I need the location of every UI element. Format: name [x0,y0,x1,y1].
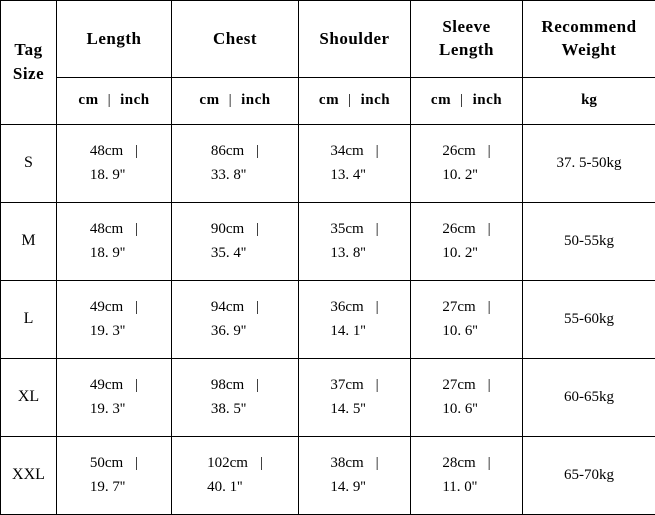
cell-shoulder [299,280,411,358]
unit-cm-chest: cm [199,92,220,109]
table-header-row-units [1,78,655,125]
cell-shoulder [299,124,411,202]
cell-separator: | [487,455,491,472]
cell-separator: | [375,455,379,472]
cell-chest-cm: 94cm [210,299,245,316]
header-units-length [57,78,172,125]
cell-chest-inch: 36. 9'' [210,323,247,340]
table-header-row-primary [1,1,655,78]
unit-cm-sleeve: cm [430,92,452,109]
cell-chest-cm: 98cm [210,377,245,394]
cell-shoulder-cm: 34cm [330,143,364,160]
cell-shoulder-inch: 14. 1'' [330,323,366,340]
cell-sleeve-cm: 28cm [442,455,476,472]
cell-weight: 50-55kg [523,202,655,280]
table-row [1,358,655,436]
cell-shoulder [299,358,411,436]
cell-sleeve-cm: 27cm [442,377,476,394]
unit-separator-shoulder: | [348,92,352,109]
cell-length [57,202,172,280]
unit-cm-length: cm [78,92,99,109]
cell-length [57,124,172,202]
cell-sleeve [411,280,523,358]
cell-length-inch: 19. 3'' [89,323,126,340]
cell-length-cm: 48cm [89,221,124,238]
cell-chest [172,280,299,358]
cell-shoulder-inch: 14. 9'' [330,479,366,496]
table-row [1,280,655,358]
cell-shoulder [299,436,411,514]
header-recommend-line2: Weight [561,40,617,60]
cell-shoulder-cm: 37cm [330,377,364,394]
cell-shoulder-cm: 35cm [330,221,364,238]
cell-shoulder-cm: 36cm [330,299,364,316]
cell-length-cm: 49cm [89,377,124,394]
cell-separator: | [256,143,260,160]
cell-separator: | [256,221,260,238]
cell-separator: | [487,221,491,238]
cell-chest-cm: 90cm [210,221,245,238]
cell-sleeve [411,358,523,436]
cell-separator: | [135,455,139,472]
cell-separator: | [487,143,491,160]
cell-separator: | [256,299,260,316]
header-sleeve-line2: Length [439,40,494,60]
cell-sleeve-cm: 27cm [442,299,476,316]
row-size-label: XL [1,358,57,436]
unit-inch-chest: inch [241,92,271,109]
cell-sleeve-inch: 10. 2'' [442,245,478,262]
table-row [1,202,655,280]
cell-length [57,280,172,358]
cell-length-inch: 18. 9'' [89,167,126,184]
row-size-label: M [1,202,57,280]
header-tag-size [1,1,57,125]
cell-chest-inch: 38. 5'' [210,401,247,418]
cell-chest-cm: 86cm [210,143,245,160]
cell-separator: | [135,221,139,238]
cell-length-cm: 48cm [89,143,124,160]
cell-shoulder [299,202,411,280]
table-row [1,436,655,514]
cell-separator: | [135,299,139,316]
cell-chest [172,436,299,514]
header-units-shoulder [299,78,411,125]
header-sleeve-line1: Sleeve [442,17,491,37]
row-size-label: S [1,124,57,202]
cell-weight: 37. 5-50kg [523,124,655,202]
cell-weight: 55-60kg [523,280,655,358]
row-size-label: L [1,280,57,358]
table-row [1,124,655,202]
unit-inch-shoulder: inch [360,92,391,109]
cell-length-inch: 19. 3'' [89,401,126,418]
unit-separator-sleeve: | [460,92,464,109]
cell-chest [172,358,299,436]
cell-weight: 65-70kg [523,436,655,514]
cell-length [57,436,172,514]
cell-weight: 60-65kg [523,358,655,436]
unit-inch-length: inch [120,92,150,109]
cell-chest [172,202,299,280]
cell-chest-inch: 35. 4'' [210,245,247,262]
cell-sleeve-inch: 10. 2'' [442,167,478,184]
header-recommend-line1: Recommend [541,17,637,37]
cell-sleeve [411,436,523,514]
cell-separator: | [487,299,491,316]
cell-separator: | [375,377,379,394]
unit-separator-length: | [107,92,112,109]
unit-cm-shoulder: cm [318,92,340,109]
cell-chest-inch: 40. 1'' [207,479,243,496]
cell-shoulder-cm: 38cm [330,455,364,472]
header-recommend-weight [523,1,655,78]
cell-length-inch: 18. 9'' [89,245,126,262]
cell-sleeve-inch: 10. 6'' [442,323,478,340]
cell-sleeve [411,124,523,202]
cell-chest [172,124,299,202]
cell-chest-cm: 102cm [207,455,248,472]
header-length: Length [57,1,172,78]
header-units-sleeve [411,78,523,125]
cell-sleeve-cm: 26cm [442,221,476,238]
unit-separator-chest: | [228,92,233,109]
cell-length [57,358,172,436]
cell-separator: | [259,455,263,472]
cell-shoulder-inch: 13. 8'' [330,245,366,262]
unit-inch-sleeve: inch [472,92,503,109]
header-units-chest [172,78,299,125]
cell-separator: | [135,377,139,394]
cell-length-cm: 50cm [89,455,124,472]
cell-separator: | [375,221,379,238]
cell-sleeve-inch: 10. 6'' [442,401,478,418]
row-size-label: XXL [1,436,57,514]
cell-separator: | [135,143,139,160]
cell-sleeve [411,202,523,280]
header-units-weight: kg [523,78,655,125]
header-sleeve-length [411,1,523,78]
cell-separator: | [375,143,379,160]
cell-length-inch: 19. 7'' [89,479,126,496]
cell-shoulder-inch: 14. 5'' [330,401,366,418]
cell-separator: | [487,377,491,394]
cell-sleeve-inch: 11. 0'' [442,479,478,496]
header-shoulder: Shoulder [299,1,411,78]
cell-chest-inch: 33. 8'' [210,167,247,184]
header-tag-line2: Size [12,64,45,84]
cell-shoulder-inch: 13. 4'' [330,167,366,184]
cell-sleeve-cm: 26cm [442,143,476,160]
cell-separator: | [375,299,379,316]
cell-separator: | [256,377,260,394]
cell-length-cm: 49cm [89,299,124,316]
header-chest: Chest [172,1,299,78]
header-tag-line1: Tag [14,39,43,59]
